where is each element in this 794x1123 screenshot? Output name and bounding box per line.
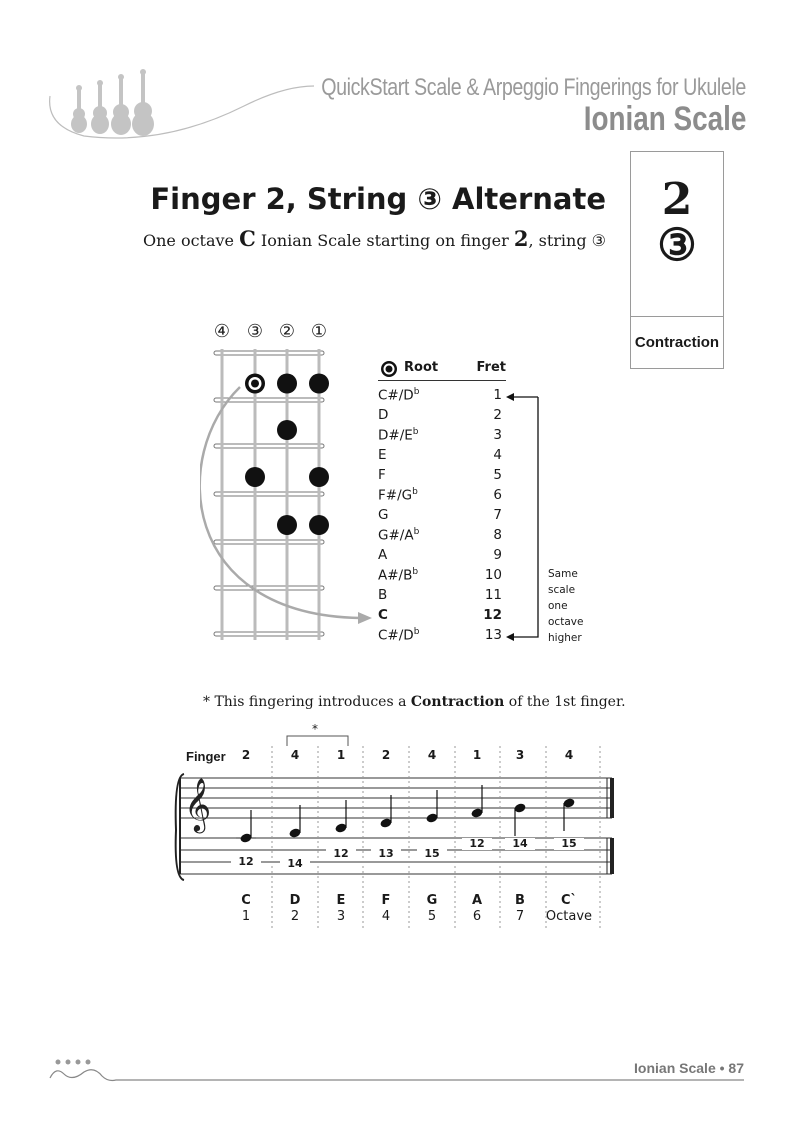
row-note-cell xyxy=(378,567,418,584)
row-note-cell xyxy=(378,627,419,644)
fretboard-diagram xyxy=(200,315,390,645)
footnote: * This fingering introduces a Contraction of the 1st finger. xyxy=(203,694,626,710)
book-title: QuickStart Scale & Arpeggio Fingerings for Ukulele xyxy=(321,74,746,101)
row-note: G#/A xyxy=(378,527,414,544)
finger-number: 4 xyxy=(427,748,437,762)
fret-row xyxy=(378,587,506,607)
fret-line xyxy=(214,586,324,590)
fret-line xyxy=(214,492,324,496)
string-label: ③ xyxy=(246,321,264,342)
fret-row xyxy=(378,527,506,547)
flat-sign: b xyxy=(412,567,419,577)
box-label: Contraction xyxy=(634,334,720,351)
row-note: D#/E xyxy=(378,427,413,444)
octave-arrow xyxy=(500,385,548,645)
row-note-cell xyxy=(378,467,386,483)
finger-number: 4 xyxy=(290,748,300,762)
row-note-cell xyxy=(378,587,387,603)
scale-degree: Octave xyxy=(545,909,593,924)
row-fret: 9 xyxy=(493,547,502,563)
row-note-cell xyxy=(378,427,419,444)
root-legend xyxy=(380,360,506,380)
root-dot-center xyxy=(251,380,259,388)
finger-number: 1 xyxy=(336,748,346,762)
octave-note: Same scale one octave higher xyxy=(548,568,584,644)
tab-fret-number: 15 xyxy=(554,838,584,850)
row-note: F#/G xyxy=(378,487,413,504)
row-fret: 13 xyxy=(484,627,502,643)
finger-dot xyxy=(277,515,297,535)
note-name: C xyxy=(241,893,251,908)
row-fret: 12 xyxy=(483,607,502,623)
row-fret: 10 xyxy=(484,567,502,583)
scale-degree: 1 xyxy=(241,909,251,924)
row-fret: 1 xyxy=(493,387,502,403)
box-divider xyxy=(630,316,724,317)
row-note: C#/D xyxy=(378,387,414,404)
row-fret: 8 xyxy=(493,527,502,543)
flat-sign: b xyxy=(413,387,420,397)
finger-dot xyxy=(277,374,297,394)
root-icon xyxy=(380,360,398,378)
finger-dot xyxy=(309,515,329,535)
fret-row xyxy=(378,607,506,627)
row-note-cell xyxy=(378,387,419,404)
root-label: Root xyxy=(404,360,439,375)
tab-fret-number: 14 xyxy=(280,858,310,870)
finger-label: Finger xyxy=(186,749,226,764)
flat-sign: b xyxy=(412,487,418,497)
finger-number: 4 xyxy=(564,748,574,762)
finger-dot xyxy=(309,467,329,487)
finger-dot xyxy=(277,420,297,440)
finger-dot xyxy=(309,374,329,394)
row-note: E xyxy=(378,447,387,463)
row-note-cell xyxy=(378,527,419,544)
string-label: ② xyxy=(278,321,296,342)
page-subtitle: One octave C Ionian Scale starting on finger 2, string ③ xyxy=(142,226,606,251)
fret-row xyxy=(378,627,506,647)
row-fret: 5 xyxy=(493,467,502,483)
scale-degree: 5 xyxy=(427,909,437,924)
string-label: ④ xyxy=(213,321,231,342)
finger-number: 2 xyxy=(381,748,391,762)
tab-fret-number: 12 xyxy=(326,848,356,860)
scale-degree: 7 xyxy=(515,909,525,924)
note-name: F xyxy=(381,893,391,908)
note-name: D xyxy=(289,893,301,908)
row-note-cell xyxy=(378,547,387,563)
row-note: B xyxy=(378,587,388,603)
fret-line xyxy=(214,540,324,544)
tab-fret-number: 14 xyxy=(505,838,535,850)
fret-row xyxy=(378,387,506,407)
row-note: A xyxy=(378,547,388,563)
row-note: D xyxy=(378,407,389,423)
box-finger-string: 2 ③ xyxy=(657,174,697,271)
string-label: ① xyxy=(310,321,328,342)
row-note-cell xyxy=(378,607,388,623)
tab-fret-number: 12 xyxy=(231,856,261,868)
flat-sign: b xyxy=(413,527,420,537)
scale-degree: 2 xyxy=(290,909,300,924)
fret-row xyxy=(378,467,506,487)
row-fret: 11 xyxy=(484,587,502,603)
row-note-cell xyxy=(378,507,388,523)
row-note: A#/B xyxy=(378,567,413,584)
finger-dot xyxy=(245,467,265,487)
ukulele-logo xyxy=(44,66,324,146)
row-note: G xyxy=(378,507,389,523)
bracket-mark: * xyxy=(312,722,318,736)
row-note: C xyxy=(378,607,388,623)
header-rule xyxy=(378,380,506,381)
flat-sign: b xyxy=(413,627,420,637)
end-bar-thick xyxy=(610,778,614,818)
treble-clef: 𝄞 xyxy=(184,777,212,831)
row-note-cell xyxy=(378,407,388,423)
fret-row xyxy=(378,507,506,527)
note-name: B xyxy=(515,893,525,908)
row-note-cell xyxy=(378,487,418,504)
scale-degree: 6 xyxy=(472,909,482,924)
finger-number: 3 xyxy=(515,748,525,762)
page-footer: Ionian Scale • 87 xyxy=(634,1060,744,1076)
fret-row xyxy=(378,567,506,587)
note-name: A xyxy=(471,893,483,908)
row-note: F xyxy=(378,467,386,483)
section-title: Ionian Scale xyxy=(583,100,746,138)
row-fret: 7 xyxy=(493,507,502,523)
fret-line xyxy=(214,632,324,636)
flat-sign: b xyxy=(412,427,419,437)
note-name: E xyxy=(336,893,346,908)
finger-number: 2 xyxy=(241,748,251,762)
row-fret: 4 xyxy=(493,447,502,463)
note-name: G xyxy=(426,893,438,908)
tab-end-bar-thick xyxy=(610,838,614,874)
row-note: C#/D xyxy=(378,627,414,644)
fret-line xyxy=(214,351,324,355)
shift-arrow xyxy=(200,387,360,618)
fret-row xyxy=(378,487,506,507)
row-fret: 6 xyxy=(493,487,502,503)
shift-arrowhead xyxy=(358,612,372,624)
tab-fret-number: 13 xyxy=(371,848,401,860)
note-name: C` xyxy=(560,893,578,908)
fret-line xyxy=(214,444,324,448)
row-fret: 2 xyxy=(493,407,502,423)
tab-fret-number: 15 xyxy=(417,848,447,860)
scale-degree: 3 xyxy=(336,909,346,924)
fret-row xyxy=(378,447,506,467)
page-title: Finger 2, String ③ Alternate xyxy=(150,182,606,216)
scale-degree: 4 xyxy=(381,909,391,924)
fret-row xyxy=(378,407,506,427)
row-note-cell xyxy=(378,447,387,463)
fret-row xyxy=(378,547,506,567)
row-fret: 3 xyxy=(493,427,502,443)
fret-row xyxy=(378,427,506,447)
tab-fret-number: 12 xyxy=(462,838,492,850)
finger-number: 1 xyxy=(472,748,482,762)
fret-label: Fret xyxy=(476,360,506,375)
